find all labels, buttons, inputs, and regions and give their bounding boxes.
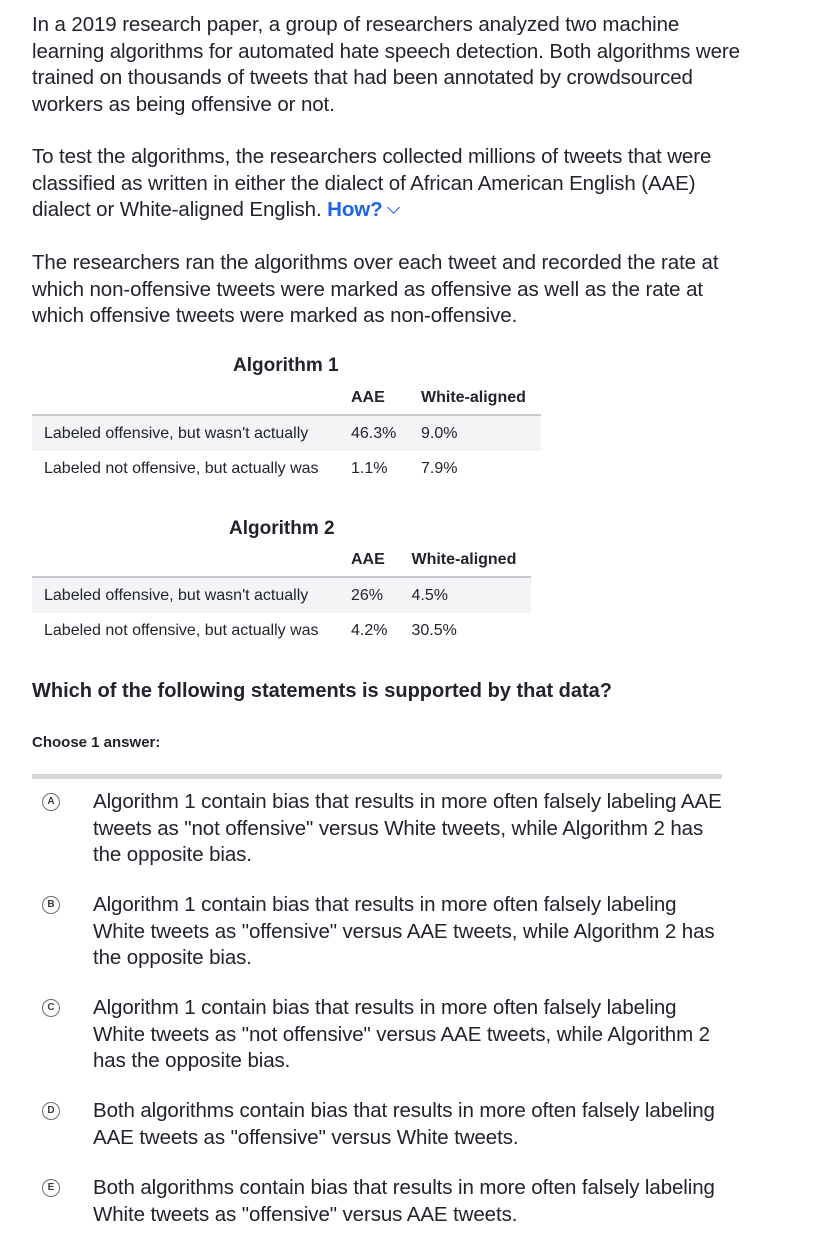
choice-letter-c: C — [42, 999, 60, 1017]
cell-aae: 4.2% — [351, 621, 388, 639]
choice-text: Algorithm 1 contain bias that results in more often falsely labeling White tweets as "offensive" versus AAE tweets, while Algorithm 2 has the opposite bias. — [93, 893, 715, 969]
header-white-aligned: White-aligned — [409, 382, 541, 415]
choice-letter-a: A — [42, 793, 60, 811]
cell-white: 7.9% — [421, 459, 458, 477]
header-white-aligned: White-aligned — [399, 544, 531, 577]
algorithm-2-table — [32, 544, 531, 648]
row-label: Labeled not offensive, but actually was — [44, 621, 319, 639]
cell-aae: 26% — [339, 577, 399, 613]
intro-paragraph-3: The researchers ran the algorithms over each tweet and recorded the rate at which non-offensive tweets were marked as offensive as well as the rate at which offensive tweets were marked as non-offensive. — [32, 251, 719, 327]
table-header-row — [32, 544, 531, 577]
choice-letter-d: D — [42, 1102, 60, 1120]
cell-white: 4.5% — [399, 577, 531, 613]
cell-white: 9.0% — [409, 415, 541, 451]
header-blank — [32, 382, 339, 415]
cell-aae: 46.3% — [339, 415, 409, 451]
row-label: Labeled not offensive, but actually was — [44, 459, 319, 477]
choose-label: Choose 1 answer: — [32, 734, 161, 751]
chevron-down-icon — [387, 201, 400, 214]
how-link-label: How? — [327, 198, 383, 221]
choice-text: Algorithm 1 contain bias that results in more often falsely labeling White tweets as "not offensive" versus AAE tweets, while Algorithm 2 has the opposite bias. — [93, 996, 710, 1072]
choice-text: Algorithm 1 contain bias that results in more often falsely labeling AAE tweets as "not offensive" versus White tweets, while Algorithm 2 has the opposite bias. — [93, 790, 722, 866]
intro-paragraph-2 — [32, 144, 752, 224]
intro-paragraph-1: In a 2019 research paper, a group of researchers analyzed two machine learning algorithms for automated hate speech detection. Both algorithms were trained on thousands of tweets that had been annotated by crowdsourced workers as being offensive or not. — [32, 13, 740, 116]
header-aae: AAE — [339, 544, 399, 577]
table-row — [32, 451, 541, 486]
table-header-row — [32, 382, 541, 415]
choice-letter-b: B — [42, 896, 60, 914]
header-blank — [32, 544, 339, 577]
question-prompt: Which of the following statements is supported by that data? — [32, 680, 613, 702]
table-row — [32, 415, 541, 451]
algorithm-2-title: Algorithm 2 — [229, 518, 335, 539]
cell-aae: 1.1% — [351, 459, 388, 477]
cell-white: 30.5% — [411, 621, 457, 639]
choice-text: Both algorithms contain bias that results in more often falsely labeling AAE tweets as "offensive" versus White tweets. — [93, 1099, 715, 1149]
choice-text: Both algorithms contain bias that results in more often falsely labeling White tweets as "offensive" versus AAE tweets. — [93, 1176, 715, 1226]
table-row — [32, 577, 531, 613]
header-aae: AAE — [339, 382, 409, 415]
table-row — [32, 613, 531, 648]
choice-letter-e: E — [42, 1179, 60, 1197]
row-label: Labeled offensive, but wasn't actually — [32, 415, 339, 451]
row-label: Labeled offensive, but wasn't actually — [32, 577, 339, 613]
intro-paragraph-2-text: To test the algorithms, the researchers collected millions of tweets that were classified as written in either the dialect of African American English (AAE) dialect or White-aligned English. — [32, 145, 712, 221]
algorithm-1-title: Algorithm 1 — [233, 355, 339, 376]
algorithm-1-table — [32, 382, 541, 486]
divider — [32, 774, 722, 779]
how-expand-link[interactable] — [327, 198, 397, 221]
